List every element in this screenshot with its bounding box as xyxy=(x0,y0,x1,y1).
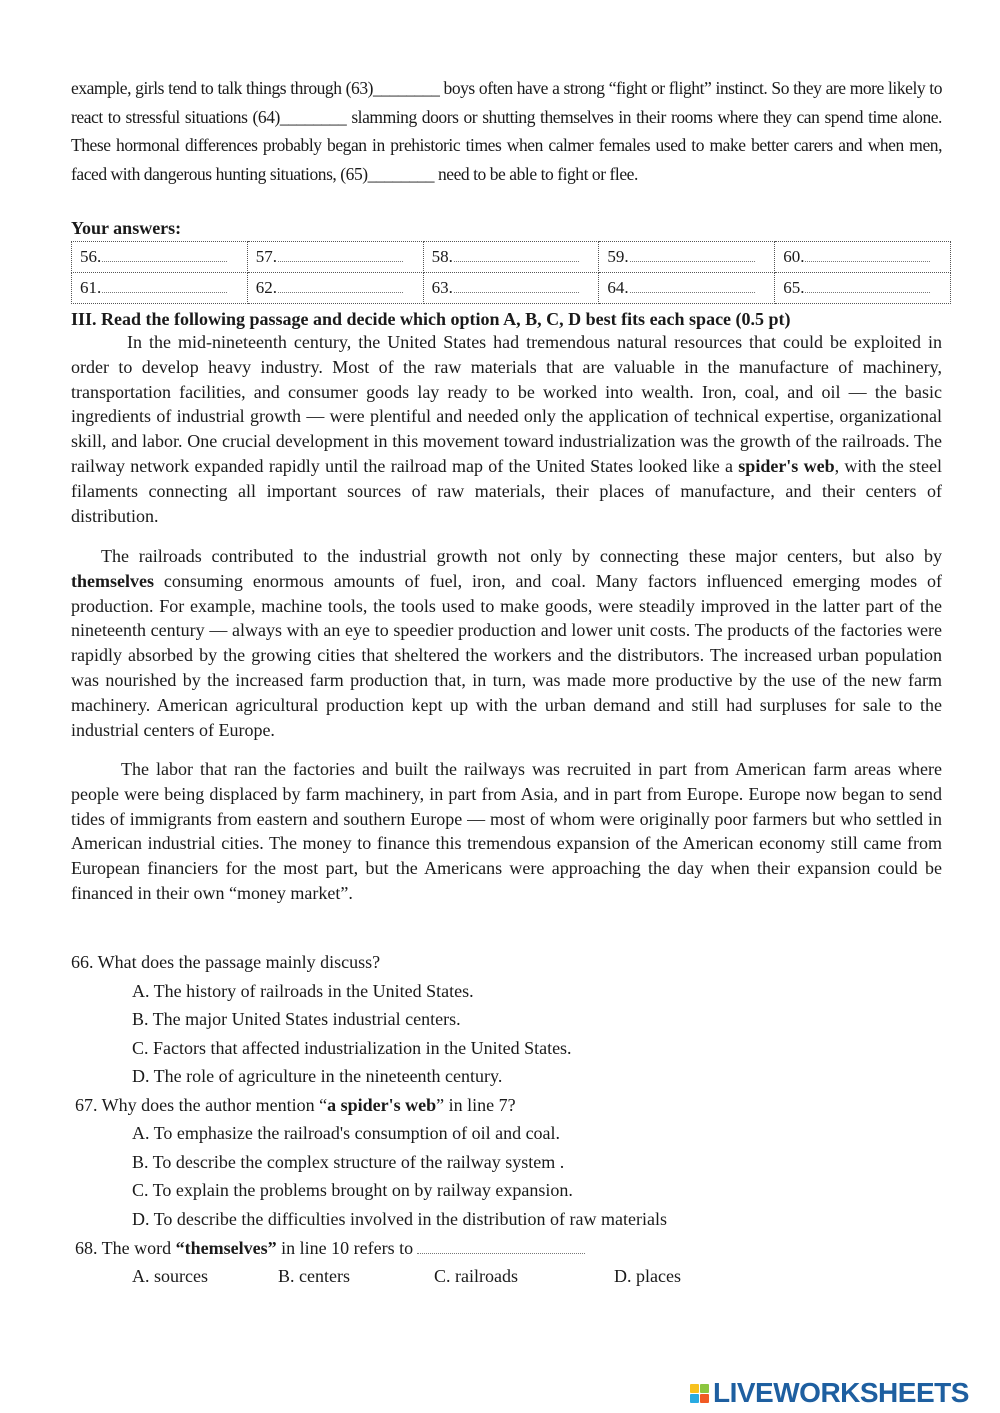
logo-mark-icon xyxy=(690,1384,709,1403)
top-paragraph: example, girls tend to talk things through (63)________ boys often have a strong “fight or flight” instinct. So they are more likely to react to stressful situations (64)________ slamming doors or shutting themselves in their rooms where they can spend time alone. These hormonal differences probably began in prehistoric times when calmer females used to make better carers and when men, faced with dangerous hunting situations, (65)________ need to be able to fight or flee. xyxy=(71,78,942,184)
option-66-d: D. The role of agriculture in the nineteenth century. xyxy=(132,1066,503,1086)
option-68-c: C. railroads xyxy=(434,1266,518,1286)
question-67: 67. Why does the author mention “a spider's web” in line 7? xyxy=(75,1095,516,1115)
option-67-a: A. To emphasize the railroad's consumption of oil and coal. xyxy=(132,1123,561,1143)
option-67-d: D. To describe the difficulties involved in the distribution of raw materials xyxy=(132,1209,667,1229)
bold-term: a spider's web xyxy=(327,1095,437,1115)
answer-cell-61[interactable]: 61. xyxy=(72,273,248,304)
answer-cell-56[interactable]: 56. xyxy=(72,242,248,273)
answer-cell-62[interactable]: 62. xyxy=(247,273,423,304)
bold-term: “themselves” xyxy=(175,1238,277,1258)
option-67-b: B. To describe the complex structure of the railway system . xyxy=(132,1152,565,1172)
question-68: 68. The word “themselves” in line 10 refers to xyxy=(75,1238,585,1259)
answer-blank[interactable] xyxy=(278,292,403,293)
answer-blank[interactable] xyxy=(454,292,579,293)
option-68-b: B. centers xyxy=(278,1266,350,1286)
answers-row xyxy=(72,242,951,273)
answer-blank[interactable] xyxy=(630,292,755,293)
answer-cell-60[interactable]: 60. xyxy=(775,242,951,273)
option-67-c: C. To explain the problems brought on by railway expansion. xyxy=(132,1180,573,1200)
answer-blank[interactable] xyxy=(278,261,403,262)
answer-cell-58[interactable]: 58. xyxy=(423,242,599,273)
answer-cell-57[interactable]: 57. xyxy=(247,242,423,273)
option-68-d: D. places xyxy=(614,1266,681,1286)
answers-row xyxy=(72,273,951,304)
section-title: III. Read the following passage and decide which option A, B, C, D best fits each space (0.5 pt) xyxy=(71,309,791,329)
answer-blank[interactable] xyxy=(630,261,755,262)
answers-table xyxy=(71,241,951,304)
option-66-b: B. The major United States industrial centers. xyxy=(132,1009,461,1029)
option-66-c: C. Factors that affected industrialization in the United States. xyxy=(132,1038,572,1058)
answer-blank-68[interactable] xyxy=(417,1253,585,1254)
answer-cell-64[interactable]: 64. xyxy=(599,273,775,304)
answer-cell-63[interactable]: 63. xyxy=(423,273,599,304)
answer-blank[interactable] xyxy=(805,261,930,262)
answer-blank[interactable] xyxy=(102,292,227,293)
passage-paragraph-2: The railroads contributed to the industrial growth not only by connecting these major centers, but also by themselves consuming enormous amounts of fuel, iron, and coal. Many factors influenced emerging modes of production. For example, machine tools, the tools used to make goods, were steadily improved in the latter part of the nineteenth century ― always with an eye to speedier production and lower unit costs. The products of the factories were rapidly absorbed by the growing cities that sheltered the workers and the distributors. The increased urban population was nourished by the increased farm production that, in turn, was made more productive by the use of the new farm machinery. American agricultural production kept up with the urban demand and still had surpluses for sale to the industrial centers of Europe. xyxy=(71,546,942,740)
logo-text: LIVEWORKSHEETS xyxy=(713,1377,969,1408)
answer-blank[interactable] xyxy=(102,261,227,262)
answers-label: Your answers: xyxy=(71,218,182,238)
bold-term: themselves xyxy=(71,570,154,591)
passage-paragraph-1: In the mid-nineteenth century, the United States had tremendous natural resources that could be exploited in order to develop heavy industry. Most of the raw materials that are valuable in the manufacture of machinery, transportation facilities, and consumer goods lay ready to be worked into wealth. Iron, coal, and oil ― the basic ingredients of industrial growth ― were plentiful and needed only the application of technical expertise, organizational skill, and labor. One crucial development in this movement toward industrialization was the growth of the railroads. The railway network expanded rapidly until the railroad map of the United States looked like a spider's web, with the steel filaments connecting all important sources of raw materials, their places of manufacture, and their centers of distribution. xyxy=(71,332,942,526)
answer-cell-65[interactable]: 65. xyxy=(775,273,951,304)
bold-term: spider's web xyxy=(738,455,835,476)
option-66-a: A. The history of railroads in the United States. xyxy=(132,981,474,1001)
passage-paragraph-3: The labor that ran the factories and built the railways was recruited in part from American farm areas where people were being displaced by farm machinery, in part from Asia, and in part from Europe. Europe now began to send tides of immigrants from eastern and southern Europe ― most of whom were originally poor farmers but who settled in American industrial cities. The money to finance this tremendous expansion of the American economy still came from European financiers for the most part, but the Americans were approaching the day when their expansion could be financed in their own “money market”. xyxy=(71,759,942,903)
option-68-a: A. sources xyxy=(132,1266,208,1286)
answer-cell-59[interactable]: 59. xyxy=(599,242,775,273)
answer-blank[interactable] xyxy=(454,261,579,262)
answer-blank[interactable] xyxy=(805,292,930,293)
question-66: 66. What does the passage mainly discuss? xyxy=(71,952,381,972)
liveworksheets-logo xyxy=(690,1376,969,1410)
